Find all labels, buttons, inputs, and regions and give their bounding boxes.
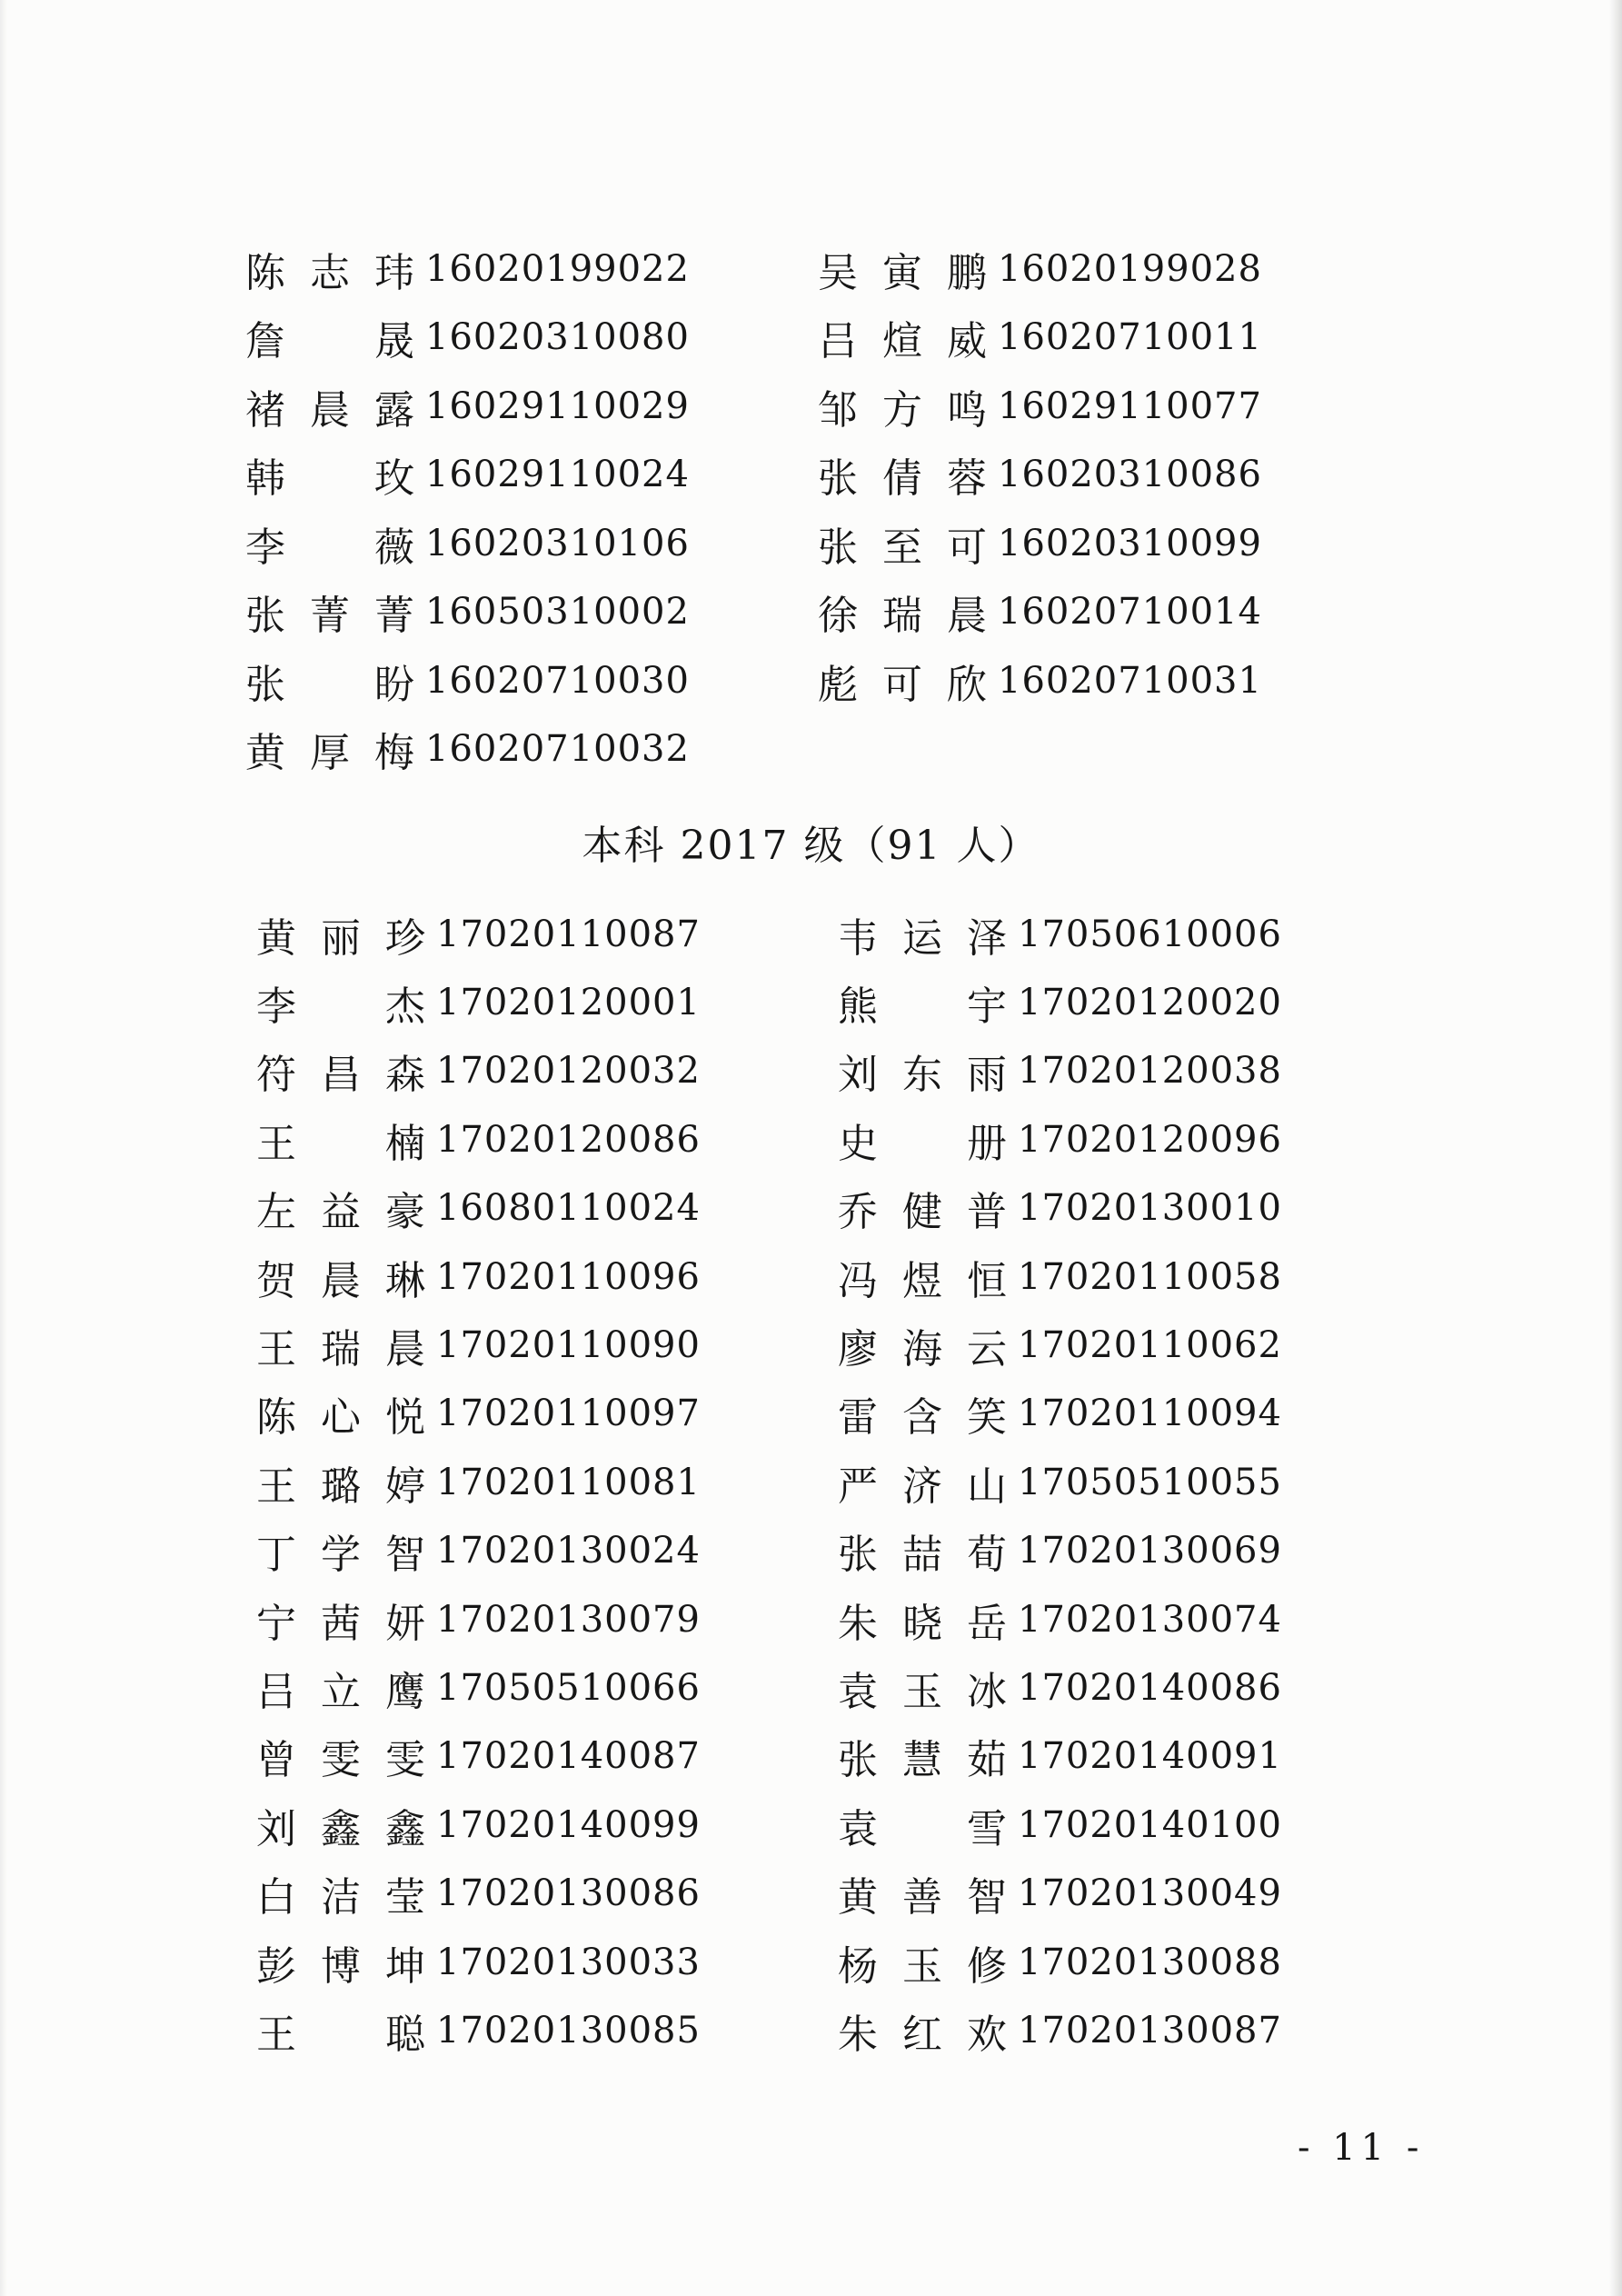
student-name — [818, 583, 987, 641]
name-char: 廖 — [838, 1326, 878, 1373]
student-name — [838, 1659, 1007, 1717]
student-id: 17020140087 — [436, 1735, 701, 1778]
roster-entry — [256, 1585, 701, 1653]
student-id: 17020120038 — [1018, 1050, 1282, 1093]
name-char: 晟 — [374, 318, 414, 365]
name-char: 杰 — [385, 983, 425, 1031]
student-id: 17020130010 — [1018, 1187, 1282, 1230]
student-name — [256, 1659, 425, 1717]
roster-entry — [245, 715, 690, 784]
roster-entry — [838, 1928, 1282, 1996]
name-char: 学 — [321, 1532, 361, 1579]
name-char: 薇 — [374, 524, 414, 571]
student-name — [838, 1864, 1007, 1922]
name-char: 洁 — [321, 1874, 361, 1922]
name-char: 莹 — [385, 1874, 425, 1922]
roster-entry — [838, 1996, 1282, 2064]
student-name — [245, 583, 414, 641]
name-char: 吕 — [818, 318, 858, 365]
name-char: 威 — [947, 318, 987, 365]
student-name — [818, 377, 987, 435]
student-id: 17020110087 — [436, 913, 701, 955]
name-char: 欢 — [967, 2011, 1007, 2058]
roster-entry — [245, 441, 690, 510]
roster-entry — [256, 1037, 701, 1105]
name-char: 森 — [385, 1052, 425, 1099]
student-name — [838, 1796, 1007, 1854]
student-name — [256, 1453, 425, 1512]
student-name — [245, 720, 414, 778]
name-char: 泽 — [967, 914, 1007, 962]
roster-entry — [838, 1037, 1282, 1105]
student-name — [256, 1384, 425, 1442]
student-name — [256, 1179, 425, 1237]
name-char: 晨 — [385, 1326, 425, 1373]
roster-entry — [838, 1585, 1282, 1653]
student-name — [256, 1591, 425, 1649]
name-char: 彪 — [818, 661, 858, 708]
student-name — [838, 1111, 1007, 1169]
student-name — [838, 1933, 1007, 1992]
name-char: 欣 — [947, 661, 987, 708]
student-id: 16020199022 — [425, 247, 690, 290]
name-char: 晨 — [321, 1257, 361, 1304]
name-char: 韦 — [838, 914, 878, 962]
name-char: 梅 — [374, 730, 414, 777]
name-char: 昌 — [321, 1052, 361, 1099]
name-char: 东 — [902, 1052, 942, 1099]
student-name — [245, 308, 414, 366]
student-name — [256, 1727, 425, 1785]
student-name — [245, 240, 414, 298]
name-char: 鹏 — [947, 249, 987, 296]
name-char: 李 — [245, 524, 285, 571]
roster-entry — [838, 1859, 1282, 1927]
name-char: 刘 — [256, 1805, 296, 1852]
student-id: 17020110062 — [1018, 1324, 1282, 1367]
roster-entry — [256, 1859, 701, 1927]
student-name — [838, 1591, 1007, 1649]
student-name — [256, 1316, 425, 1374]
name-char: 张 — [245, 661, 285, 708]
student-id: 16020710014 — [998, 591, 1262, 634]
student-name — [256, 1522, 425, 1580]
student-id: 17020120020 — [1018, 982, 1282, 1024]
name-char: 豪 — [385, 1189, 425, 1236]
name-char: 笑 — [967, 1394, 1007, 1442]
student-id: 17020130079 — [436, 1598, 701, 1641]
name-char: 玫 — [374, 455, 414, 503]
name-char: 褚 — [245, 386, 285, 434]
student-id: 17020130088 — [1018, 1941, 1282, 1983]
roster-entry — [838, 1105, 1282, 1173]
name-char: 琳 — [385, 1257, 425, 1304]
student-id: 17020120001 — [436, 982, 701, 1024]
name-char: 慧 — [902, 1737, 942, 1784]
roster-entry — [256, 1105, 701, 1173]
name-char: 鑫 — [385, 1805, 425, 1852]
name-char: 雯 — [385, 1737, 425, 1784]
student-id: 17020140086 — [1018, 1666, 1282, 1709]
name-char: 普 — [967, 1189, 1007, 1236]
name-char: 聪 — [385, 2011, 425, 2058]
student-id: 17020130033 — [436, 1941, 701, 1983]
student-name — [818, 514, 987, 573]
roster-entry — [256, 1448, 701, 1516]
student-id: 16020199028 — [998, 247, 1262, 290]
scan-edge-right — [1609, 0, 1622, 2296]
name-char: 徐 — [818, 593, 858, 640]
name-char: 博 — [321, 1942, 361, 1990]
name-char: 玮 — [374, 249, 414, 296]
student-id: 17020140091 — [1018, 1735, 1282, 1778]
roster-entry — [256, 968, 701, 1036]
name-char: 善 — [902, 1874, 942, 1922]
name-char: 袁 — [838, 1805, 878, 1852]
name-char: 符 — [256, 1052, 296, 1099]
student-id: 17020110096 — [436, 1255, 701, 1298]
roster-entry — [838, 900, 1282, 968]
name-char: 贺 — [256, 1257, 296, 1304]
student-id: 16080110024 — [436, 1187, 701, 1230]
student-id: 16020710030 — [425, 659, 690, 702]
name-char: 悦 — [385, 1394, 425, 1442]
name-char: 志 — [310, 249, 350, 296]
name-char: 益 — [321, 1189, 361, 1236]
student-id: 17020130086 — [436, 1872, 701, 1915]
name-char: 陈 — [245, 249, 285, 296]
student-id: 16020710011 — [998, 316, 1262, 359]
name-char: 婷 — [385, 1462, 425, 1510]
name-char: 煜 — [902, 1257, 942, 1304]
roster-entry — [838, 1311, 1282, 1379]
student-id: 17020110097 — [436, 1393, 701, 1435]
name-char: 岳 — [967, 1600, 1007, 1647]
student-id: 16050310002 — [425, 591, 690, 634]
name-char: 晨 — [947, 593, 987, 640]
student-id: 17020110090 — [436, 1324, 701, 1367]
page-number: - 11 - — [1298, 2127, 1425, 2169]
student-id: 17020120086 — [436, 1118, 701, 1161]
name-char: 黄 — [245, 730, 285, 777]
roster-entry — [245, 304, 690, 373]
roster-entry — [838, 1174, 1282, 1243]
student-name — [818, 445, 987, 504]
name-char: 晨 — [310, 386, 350, 434]
name-char: 鑫 — [321, 1805, 361, 1852]
roster-entry — [245, 372, 690, 441]
name-char: 曾 — [256, 1737, 296, 1784]
student-id: 17020130087 — [1018, 2009, 1282, 2051]
roster-entry — [818, 578, 1262, 647]
name-char: 瑞 — [882, 593, 922, 640]
roster-entry — [838, 1722, 1282, 1791]
roster-entry — [818, 646, 1262, 715]
name-char: 菁 — [374, 593, 414, 640]
student-id: 16020310086 — [998, 454, 1262, 496]
name-char: 珍 — [385, 914, 425, 962]
name-char: 宁 — [256, 1600, 296, 1647]
name-char: 王 — [256, 1120, 296, 1167]
name-char: 朱 — [838, 1600, 878, 1647]
name-char: 黄 — [838, 1874, 878, 1922]
roster-entry — [256, 1174, 701, 1243]
roster-entry — [838, 1517, 1282, 1585]
name-char: 喆 — [902, 1532, 942, 1579]
student-name — [838, 1384, 1007, 1442]
roster-entry — [256, 1380, 701, 1448]
name-char: 刘 — [838, 1052, 878, 1099]
student-id: 17050510066 — [436, 1666, 701, 1709]
name-char: 立 — [321, 1668, 361, 1715]
name-char: 玉 — [902, 1668, 942, 1715]
name-char: 丽 — [321, 914, 361, 962]
student-id: 16029110029 — [425, 384, 690, 427]
student-id: 16020710031 — [998, 659, 1262, 702]
roster-entry — [818, 441, 1262, 510]
name-char: 李 — [256, 983, 296, 1031]
name-char: 健 — [902, 1189, 942, 1236]
name-char: 吕 — [256, 1668, 296, 1715]
student-name — [838, 1042, 1007, 1100]
student-name — [818, 652, 987, 710]
roster-column-left — [245, 235, 690, 784]
roster-entry — [245, 235, 690, 304]
student-id: 17050610006 — [1018, 913, 1282, 955]
roster-entry — [838, 968, 1282, 1036]
student-id: 17020110094 — [1018, 1393, 1282, 1435]
name-char: 袁 — [838, 1668, 878, 1715]
student-id: 17020130085 — [436, 2009, 701, 2051]
roster-entry — [256, 1653, 701, 1722]
name-char: 蓉 — [947, 455, 987, 503]
roster-entry — [256, 1928, 701, 1996]
name-char: 黄 — [256, 914, 296, 962]
student-name — [838, 973, 1007, 1032]
roster-entry — [838, 1653, 1282, 1722]
student-name — [256, 2002, 425, 2060]
name-char: 史 — [838, 1120, 878, 1167]
name-char: 张 — [838, 1532, 878, 1579]
student-name — [256, 905, 425, 963]
roster-entry — [818, 372, 1262, 441]
student-id: 17020110081 — [436, 1461, 701, 1503]
name-char: 冰 — [967, 1668, 1007, 1715]
name-char: 王 — [256, 1462, 296, 1510]
student-name — [245, 652, 414, 710]
name-char: 熊 — [838, 983, 878, 1031]
section-heading: 本科 2017 级（91 人） — [582, 823, 1040, 869]
name-char: 可 — [882, 661, 922, 708]
name-char: 玉 — [902, 1942, 942, 1990]
student-name — [838, 1179, 1007, 1237]
roster-entry — [838, 1243, 1282, 1311]
name-char: 倩 — [882, 455, 922, 503]
name-char: 煊 — [882, 318, 922, 365]
name-char: 鸣 — [947, 386, 987, 434]
roster-entry — [256, 1517, 701, 1585]
student-name — [818, 308, 987, 366]
name-char: 晓 — [902, 1600, 942, 1647]
roster-entry — [256, 900, 701, 968]
name-char: 露 — [374, 386, 414, 434]
roster-entry — [818, 235, 1262, 304]
roster-entry — [818, 304, 1262, 373]
student-id: 16020310099 — [998, 522, 1262, 564]
student-id: 17020130069 — [1018, 1530, 1282, 1572]
name-char: 运 — [902, 914, 942, 962]
name-char: 朱 — [838, 2011, 878, 2058]
name-char: 济 — [902, 1462, 942, 1510]
name-char: 恒 — [967, 1257, 1007, 1304]
student-id: 17020140100 — [1018, 1803, 1282, 1846]
name-char: 荀 — [967, 1532, 1007, 1579]
name-char: 至 — [882, 524, 922, 571]
student-id: 16020710032 — [425, 728, 690, 771]
name-char: 红 — [902, 2011, 942, 2058]
student-id: 17020130024 — [436, 1530, 701, 1572]
roster-entry — [245, 578, 690, 647]
roster-entry — [818, 509, 1262, 578]
name-char: 茹 — [967, 1737, 1007, 1784]
student-name — [245, 377, 414, 435]
name-char: 方 — [882, 386, 922, 434]
name-char: 张 — [818, 524, 858, 571]
student-id: 17020120096 — [1018, 1118, 1282, 1161]
name-char: 菁 — [310, 593, 350, 640]
student-name — [838, 1316, 1007, 1374]
name-char: 瑞 — [321, 1326, 361, 1373]
name-char: 王 — [256, 1326, 296, 1373]
roster-column-right — [818, 235, 1262, 715]
roster-entry — [256, 1791, 701, 1859]
roster-column-right — [838, 900, 1282, 2065]
student-id: 17020140099 — [436, 1803, 701, 1846]
student-name — [838, 1453, 1007, 1512]
student-id: 17050510055 — [1018, 1461, 1282, 1503]
roster-entry — [838, 1380, 1282, 1448]
name-char: 坤 — [385, 1942, 425, 1990]
name-char: 冯 — [838, 1257, 878, 1304]
name-char: 寅 — [882, 249, 922, 296]
student-name — [838, 1522, 1007, 1580]
name-char: 册 — [967, 1120, 1007, 1167]
name-char: 妍 — [385, 1600, 425, 1647]
name-char: 云 — [967, 1326, 1007, 1373]
name-char: 邹 — [818, 386, 858, 434]
name-char: 智 — [967, 1874, 1007, 1922]
student-name — [256, 1111, 425, 1169]
name-char: 乔 — [838, 1189, 878, 1236]
roster-entry — [838, 1791, 1282, 1859]
student-name — [256, 973, 425, 1032]
name-char: 王 — [256, 2011, 296, 2058]
name-char: 修 — [967, 1942, 1007, 1990]
name-char: 茜 — [321, 1600, 361, 1647]
name-char: 韩 — [245, 455, 285, 503]
student-name — [256, 1042, 425, 1100]
student-name — [245, 445, 414, 504]
student-name — [838, 1248, 1007, 1306]
roster-entry — [256, 1311, 701, 1379]
name-char: 海 — [902, 1326, 942, 1373]
student-id: 16020310080 — [425, 316, 690, 359]
name-char: 陈 — [256, 1394, 296, 1442]
roster-entry — [256, 1996, 701, 2064]
name-char: 白 — [256, 1874, 296, 1922]
name-char: 张 — [245, 593, 285, 640]
name-char: 山 — [967, 1462, 1007, 1510]
name-char: 彭 — [256, 1942, 296, 1990]
name-char: 张 — [818, 455, 858, 503]
name-char: 智 — [385, 1532, 425, 1579]
student-id: 16029110024 — [425, 454, 690, 496]
name-char: 吴 — [818, 249, 858, 296]
name-char: 丁 — [256, 1532, 296, 1579]
roster-entry — [256, 1243, 701, 1311]
student-name — [818, 240, 987, 298]
name-char: 张 — [838, 1737, 878, 1784]
name-char: 雨 — [967, 1052, 1007, 1099]
roster-entry — [245, 646, 690, 715]
name-char: 厚 — [310, 730, 350, 777]
name-char: 楠 — [385, 1120, 425, 1167]
student-name — [256, 1933, 425, 1992]
name-char: 可 — [947, 524, 987, 571]
roster-column-left — [256, 900, 701, 2065]
name-char: 杨 — [838, 1942, 878, 1990]
name-char: 詹 — [245, 318, 285, 365]
student-name — [838, 905, 1007, 963]
student-name — [245, 514, 414, 573]
name-char: 心 — [321, 1394, 361, 1442]
roster-entry — [245, 509, 690, 578]
student-id: 17020110058 — [1018, 1255, 1282, 1298]
name-char: 雯 — [321, 1737, 361, 1784]
student-name — [256, 1248, 425, 1306]
student-id: 16020310106 — [425, 522, 690, 564]
student-id: 17020130074 — [1018, 1598, 1282, 1641]
student-name — [256, 1796, 425, 1854]
name-char: 左 — [256, 1189, 296, 1236]
name-char: 雪 — [967, 1805, 1007, 1852]
name-char: 鹰 — [385, 1668, 425, 1715]
student-name — [838, 1727, 1007, 1785]
student-id: 17020120032 — [436, 1050, 701, 1093]
name-char: 雷 — [838, 1394, 878, 1442]
name-char: 盼 — [374, 661, 414, 708]
student-id: 17020130049 — [1018, 1872, 1282, 1915]
student-name — [256, 1864, 425, 1922]
scan-edge-left — [0, 0, 7, 2296]
student-name — [838, 2002, 1007, 2060]
roster-entry — [256, 1722, 701, 1791]
roster-entry — [838, 1448, 1282, 1516]
name-char: 含 — [902, 1394, 942, 1442]
student-id: 16029110077 — [998, 384, 1262, 427]
name-char: 宇 — [967, 983, 1007, 1031]
name-char: 璐 — [321, 1462, 361, 1510]
name-char: 严 — [838, 1462, 878, 1510]
